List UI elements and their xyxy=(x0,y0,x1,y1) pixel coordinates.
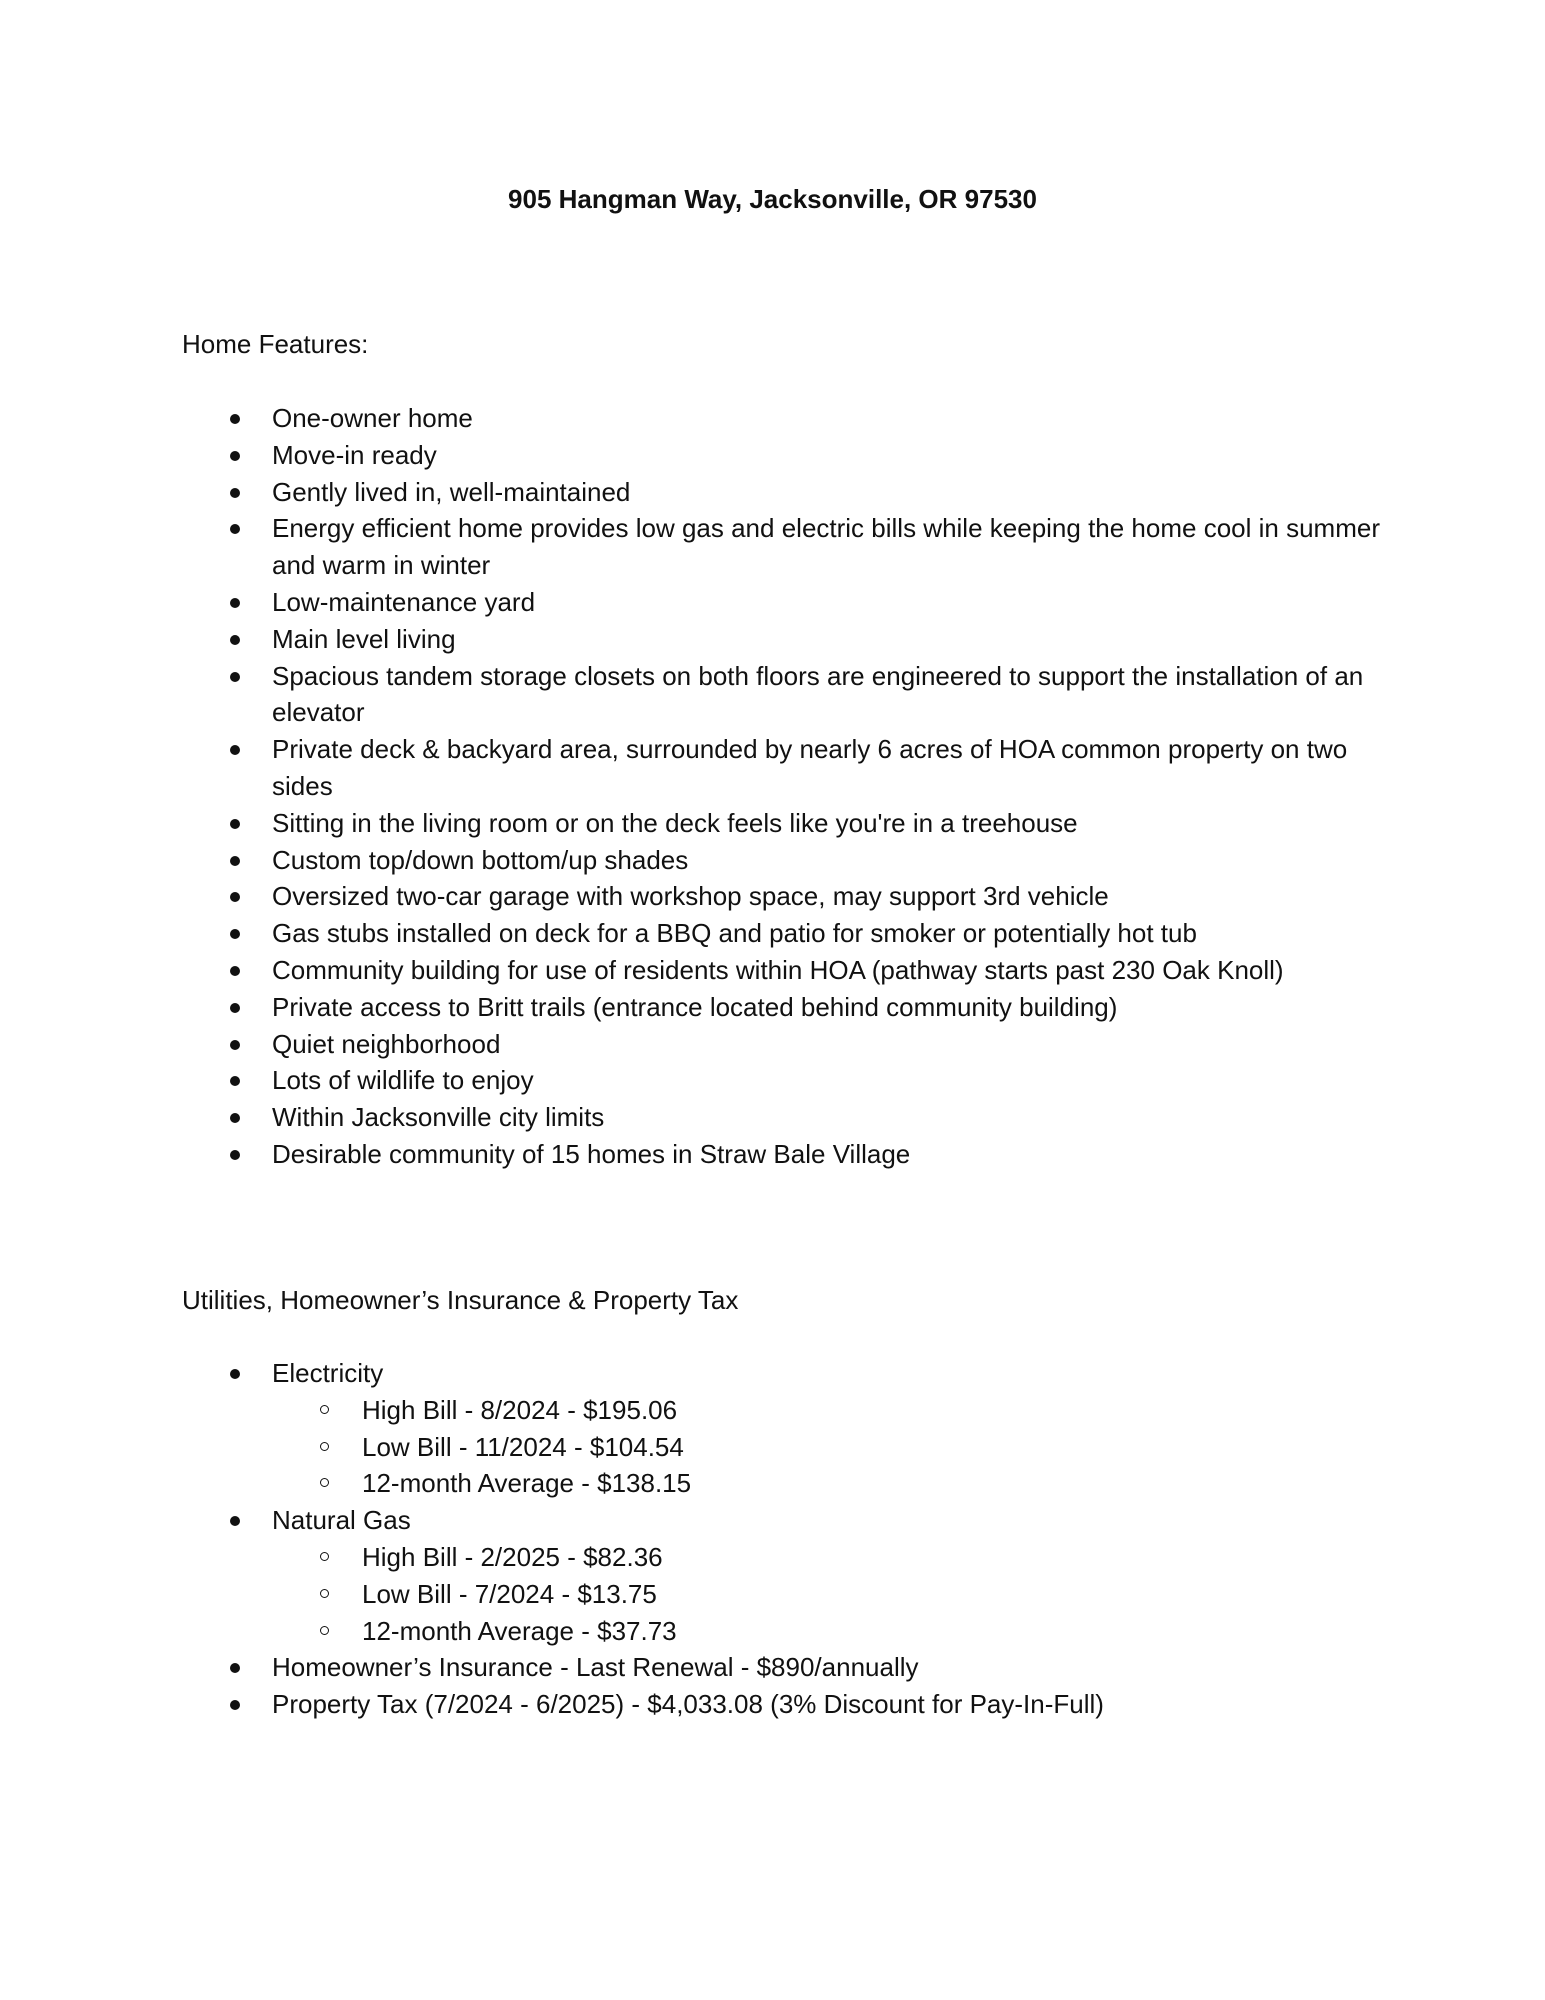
utility-list-item xyxy=(182,1649,1382,1686)
feature-text: Private deck & backyard area, surrounded by nearly 6 acres of HOA common property on two sides xyxy=(272,734,1348,801)
bullet-icon xyxy=(230,856,240,866)
hollow-bullet-icon xyxy=(320,1589,329,1598)
utility-subitem-text: High Bill - 8/2024 - $195.06 xyxy=(362,1394,678,1425)
feature-text: Gas stubs installed on deck for a BBQ and patio for smoker or potentially hot tub xyxy=(272,918,1197,949)
feature-list-item xyxy=(182,731,1382,805)
bullet-icon xyxy=(230,1150,240,1160)
feature-list-item xyxy=(182,1062,1382,1099)
feature-text: Custom top/down bottom/up shades xyxy=(272,844,689,875)
feature-list-item xyxy=(182,1136,1382,1173)
utility-subitem-text: 12-month Average - $37.73 xyxy=(362,1615,677,1646)
utility-subitem xyxy=(272,1465,1382,1502)
feature-list-item xyxy=(182,842,1382,879)
utility-list-item xyxy=(182,1502,1382,1649)
bullet-icon xyxy=(230,598,240,608)
bullet-icon xyxy=(230,1700,240,1710)
hollow-bullet-icon xyxy=(320,1552,329,1561)
feature-text: Desirable community of 15 homes in Straw Bale Village xyxy=(272,1138,911,1169)
bullet-icon xyxy=(230,524,240,534)
feature-list-item xyxy=(182,805,1382,842)
feature-list-item xyxy=(182,952,1382,989)
hollow-bullet-icon xyxy=(320,1626,329,1635)
feature-text: One-owner home xyxy=(272,403,473,433)
feature-text: Community building for use of residents within HOA (pathway starts past 230 Oak Knoll) xyxy=(272,954,1284,985)
feature-text: Main level living xyxy=(272,623,456,654)
home-features-list xyxy=(182,400,1382,1173)
bullet-icon xyxy=(230,635,240,645)
utility-subitem xyxy=(272,1576,1382,1613)
feature-text: Lots of wildlife to enjoy xyxy=(272,1065,534,1096)
feature-list-item xyxy=(182,584,1382,621)
feature-text: Energy efficient home provides low gas and electric bills while keeping the home cool in summer and warm in winter xyxy=(272,513,1380,581)
bullet-icon xyxy=(230,745,240,755)
page-title: 905 Hangman Way, Jacksonville, OR 97530 xyxy=(508,184,1037,214)
utility-subitem xyxy=(272,1539,1382,1576)
utility-label: Electricity xyxy=(272,1358,384,1388)
feature-text: Low-maintenance yard xyxy=(272,586,536,617)
utility-sublist xyxy=(272,1392,1382,1502)
feature-list-item xyxy=(182,474,1382,511)
bullet-icon xyxy=(230,1369,240,1379)
hollow-bullet-icon xyxy=(320,1405,329,1414)
bullet-icon xyxy=(230,1113,240,1123)
utility-subitem-text: Low Bill - 7/2024 - $13.75 xyxy=(362,1578,657,1609)
feature-list-item xyxy=(182,621,1382,658)
utility-label: Natural Gas xyxy=(272,1505,411,1536)
feature-list-item xyxy=(182,400,1382,437)
utility-subitem xyxy=(272,1429,1382,1466)
feature-list-item xyxy=(182,915,1382,952)
utility-label: Property Tax (7/2024 - 6/2025) - $4,033.08 (3% Discount for Pay-In-Full) xyxy=(272,1689,1104,1720)
bullet-icon xyxy=(230,414,240,424)
bullet-icon xyxy=(230,1663,240,1673)
bullet-icon xyxy=(230,488,240,498)
bullet-icon xyxy=(230,1003,240,1013)
home-features-heading: Home Features: xyxy=(182,329,369,359)
utility-label: Homeowner’s Insurance - Last Renewal - $890/annually xyxy=(272,1652,919,1683)
bullet-icon xyxy=(230,672,240,682)
feature-list-item xyxy=(182,510,1382,584)
utility-subitem xyxy=(272,1392,1382,1429)
bullet-icon xyxy=(230,819,240,829)
feature-text: Within Jacksonville city limits xyxy=(272,1102,605,1133)
bullet-icon xyxy=(230,1040,240,1050)
feature-text: Gently lived in, well-maintained xyxy=(272,476,631,507)
utility-subitem-text: Low Bill - 11/2024 - $104.54 xyxy=(362,1431,684,1462)
hollow-bullet-icon xyxy=(320,1478,329,1487)
utility-list-item xyxy=(182,1686,1382,1723)
feature-text: Sitting in the living room or on the deck feels like you're in a treehouse xyxy=(272,807,1078,838)
utility-sublist xyxy=(272,1539,1382,1649)
utility-subitem-text: 12-month Average - $138.15 xyxy=(362,1468,692,1499)
feature-text: Oversized two-car garage with workshop space, may support 3rd vehicle xyxy=(272,881,1109,912)
bullet-icon xyxy=(230,451,240,461)
feature-list-item xyxy=(182,1026,1382,1063)
feature-list-item xyxy=(182,437,1382,474)
feature-list-item xyxy=(182,878,1382,915)
hollow-bullet-icon xyxy=(320,1442,329,1451)
bullet-icon xyxy=(230,966,240,976)
feature-text: Quiet neighborhood xyxy=(272,1028,501,1059)
feature-text: Move-in ready xyxy=(272,439,437,470)
bullet-icon xyxy=(230,892,240,902)
utilities-list xyxy=(182,1355,1382,1723)
bullet-icon xyxy=(230,929,240,939)
bullet-icon xyxy=(230,1516,240,1526)
feature-list-item xyxy=(182,658,1382,732)
feature-list-item xyxy=(182,989,1382,1026)
utilities-heading: Utilities, Homeowner’s Insurance & Property Tax xyxy=(182,1285,739,1315)
feature-text: Private access to Britt trails (entrance located behind community building) xyxy=(272,991,1118,1022)
bullet-icon xyxy=(230,1076,240,1086)
utility-subitem-text: High Bill - 2/2025 - $82.36 xyxy=(362,1541,663,1572)
utility-subitem xyxy=(272,1613,1382,1650)
utility-list-item xyxy=(182,1355,1382,1502)
feature-text: Spacious tandem storage closets on both floors are engineered to support the installation of an elevator xyxy=(272,660,1364,728)
feature-list-item xyxy=(182,1099,1382,1136)
